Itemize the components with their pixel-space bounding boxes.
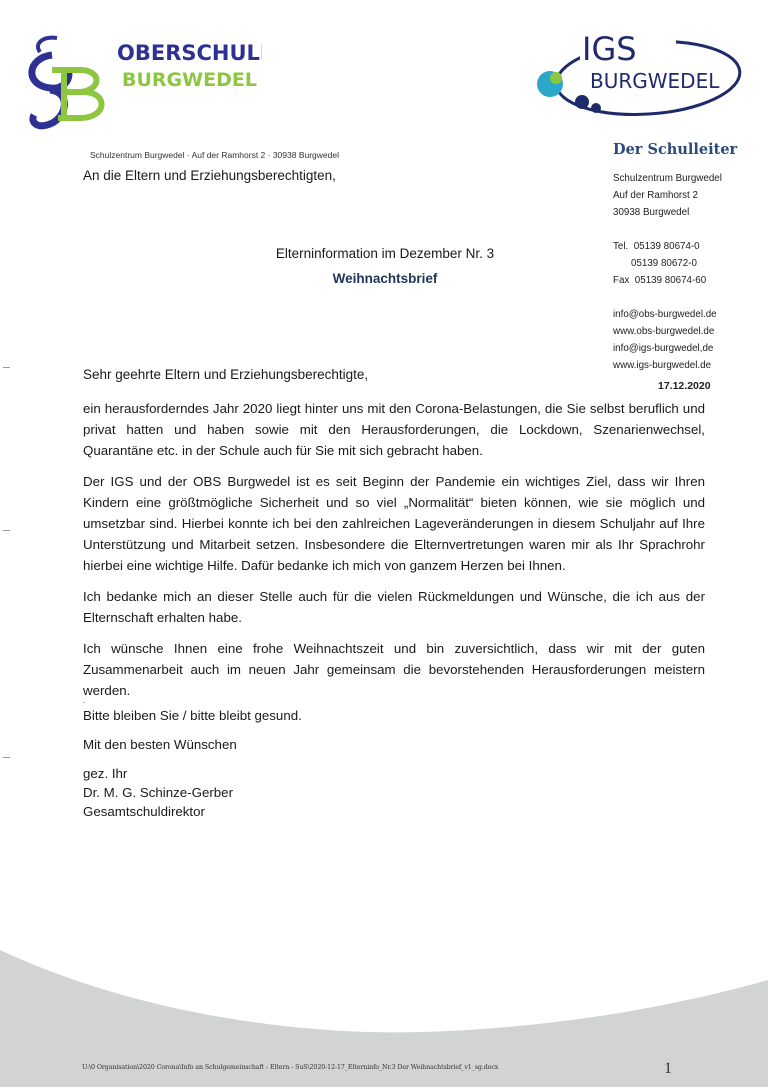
recipient-line: An die Eltern und Erziehungsberechtigten, [83, 168, 336, 183]
igs-logo [530, 28, 745, 120]
svg-text:IGS: IGS [582, 30, 637, 68]
address-line: Auf der Ramhorst 2 [613, 190, 698, 201]
telephone-number-2: 05139 80672-0 [631, 258, 697, 269]
signed-label: gez. Ihr [83, 766, 128, 781]
paragraph: Ich wünsche Ihnen eine frohe Weihnachtszeit und bin zuversichtlich, dass wir mit der guten Zusammenarbeit auch im neuen Jahr gemeinsam die bevorstehenden Herausforderungen meistern werden. [83, 641, 705, 698]
svg-text:BURGWEDEL: BURGWEDEL [122, 69, 257, 91]
health-wish: Bitte bleiben Sie / bitte bleibt gesund. [83, 708, 302, 723]
file-path: U:\0 Organisation\2020 Corona\Info an Schulgemeinschaft - Eltern - SuS\2020-12-17_Elterninfo_Nr.3 Der Weihnachtsbrief_v1_sg.docx [82, 1064, 499, 1071]
email-obs[interactable]: info@obs-burgwedel.de [613, 309, 717, 320]
tel-number: 05139 80674-0 [633, 241, 700, 252]
paragraph: Der IGS und der OBS Burgwedel ist es seit Beginn der Pandemie ein wichtiges Ziel, dass wir Ihren Kindern eine größtmögliche Sicherheit und so viel „Normalität“ bieten können, wie sie möglich und umsetzbar sind. Hierbei konnte ich bei den zahlreichen Lageveränderungen in diesem Schuljahr auf Ihre Unterstützung und Mitarbeit setzen. Insbesondere die Elternvertretungen waren mir als Ihr Sprachrohr hierbei eine wichtige Hilfe. Dafür bedanke ich mich von ganzem Herzen bei Ihnen. [83, 474, 705, 573]
subject-block [200, 246, 570, 286]
sidebar-heading: Der Schulleiter [613, 141, 738, 158]
subject-line: Elterninformation im Dezember Nr. 3 [275, 246, 495, 261]
signatory-role: Gesamtschuldirektor [83, 804, 205, 819]
telephone-line [613, 238, 763, 255]
letter-title: Weihnachtsbrief [332, 271, 438, 286]
page-number: 1 [664, 1060, 672, 1077]
closing-phrase: Mit den besten Wünschen [83, 737, 237, 752]
letterhead-sidebar [613, 140, 763, 395]
svg-text:BURGWEDEL: BURGWEDEL [590, 69, 720, 93]
obs-monogram-icon [22, 30, 262, 135]
website-obs[interactable]: www.obs-burgwedel.de [613, 326, 715, 337]
signatory-name: Dr. M. G. Schinze-Gerber [83, 785, 233, 800]
fold-mark [3, 367, 10, 368]
letter-date: 17.12.2020 [658, 380, 711, 392]
email-igs[interactable]: info@igs-burgwedel,de [613, 343, 714, 354]
fax-number: 05139 80674-60 [634, 275, 707, 286]
paragraph: Ich bedanke mich an dieser Stelle auch für die vielen Rückmeldungen und Wünsche, die ich aus der Elternschaft erhalten habe. [83, 589, 705, 625]
stray-dot: . [83, 696, 86, 705]
website-igs[interactable]: www.igs-burgwedel.de [613, 360, 712, 371]
fold-mark [3, 757, 10, 758]
fax-line [613, 272, 763, 289]
fax-label: Fax [613, 275, 630, 286]
address-line: Schulzentrum Burgwedel [613, 173, 722, 184]
fold-mark [3, 530, 10, 531]
paragraph: ein herausforderndes Jahr 2020 liegt hinter uns mit den Corona-Belastungen, die Sie selbst beruflich und privat hatten und haben sowie mit den Herausforderungen, die Lockdown, Szenarienwechsel, Quarantäne etc. in der Schule auch für Sie mit sich gebracht haben. [83, 401, 705, 458]
tel-label: Tel. [613, 241, 629, 252]
sender-address-line: Schulzentrum Burgwedel · Auf der Ramhorst 2 · 30938 Burgwedel [90, 150, 339, 160]
address-line: 30938 Burgwedel [613, 207, 690, 218]
closing-block [83, 706, 302, 821]
oberschule-logo [22, 30, 262, 135]
letter-body [83, 398, 705, 711]
salutation: Sehr geehrte Eltern und Erziehungsberechtigte, [83, 367, 369, 382]
svg-text:OBERSCHULE: OBERSCHULE [117, 41, 262, 65]
